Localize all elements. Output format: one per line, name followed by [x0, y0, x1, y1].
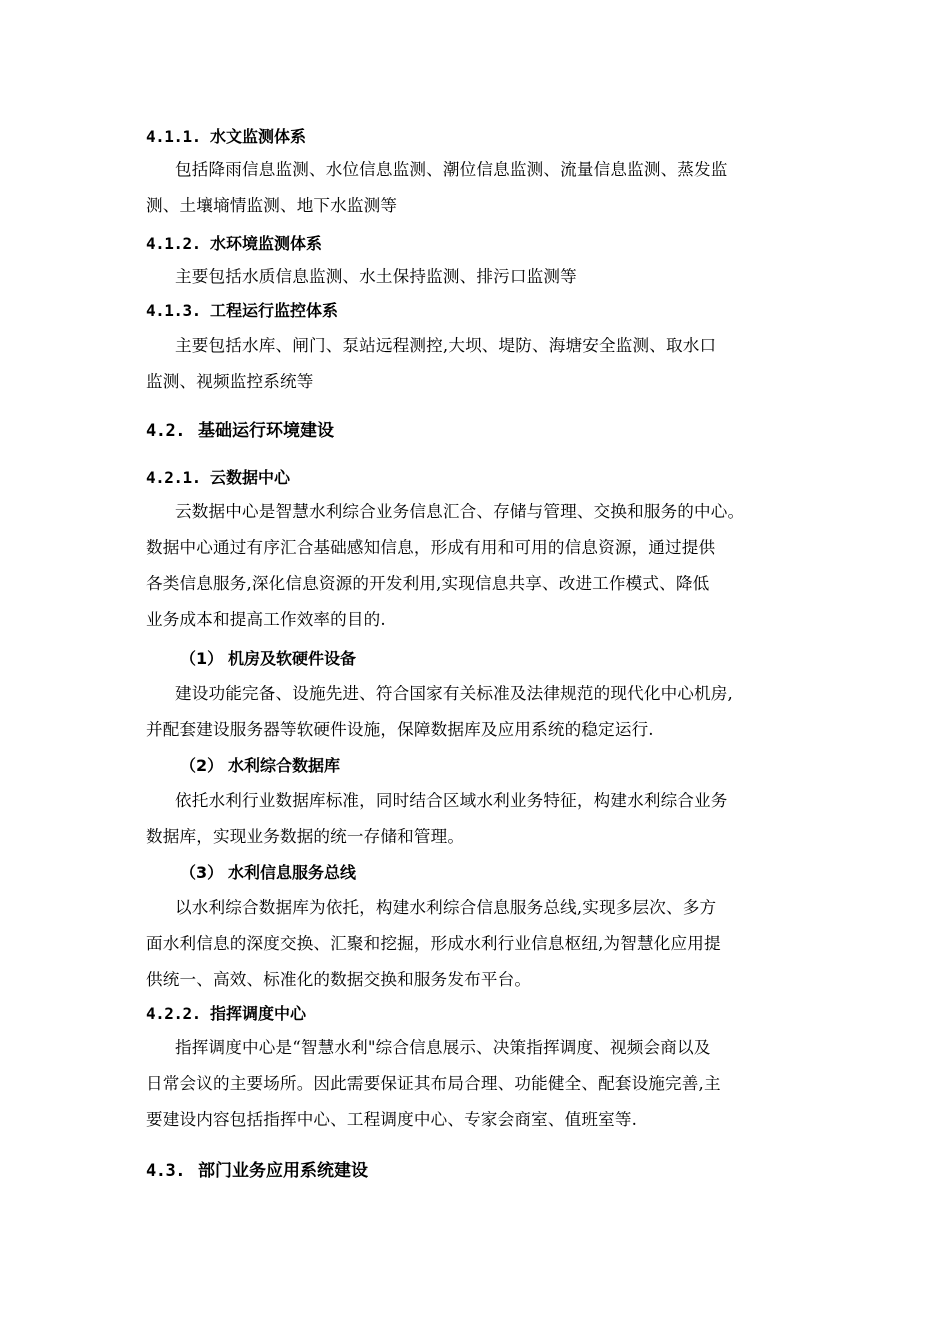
paragraph-line: 各类信息服务,深化信息资源的开发利用,实现信息共享、改进工作模式、降低	[146, 574, 710, 593]
paragraph-item-3	[146, 890, 806, 998]
paragraph-line: 监测、视频监控系统等	[146, 372, 314, 391]
paragraph-4-2-1	[146, 494, 806, 638]
paragraph-line: 要建设内容包括指挥中心、工程调度中心、专家会商室、值班室等.	[146, 1110, 637, 1129]
subheading-item-2	[180, 755, 340, 777]
item-title: 水利综合数据库	[228, 756, 341, 775]
heading-number: 4.2.2.	[146, 1004, 201, 1023]
heading-4-2-2	[146, 1003, 306, 1025]
subheading-item-3	[180, 862, 356, 884]
item-number: （3）	[180, 863, 224, 882]
paragraph-line: 主要包括水质信息监测、水土保持监测、排污口监测等	[175, 267, 577, 286]
paragraph-4-2-2	[146, 1030, 806, 1138]
heading-title: 云数据中心	[210, 468, 291, 487]
paragraph-line: 建设功能完备、设施先进、符合国家有关标准及法律规范的现代化中心机房,	[175, 684, 733, 703]
heading-4-2-1	[146, 467, 290, 489]
heading-4-3	[146, 1160, 368, 1182]
paragraph-line: 依托水利行业数据库标准，同时结合区域水利业务特征，构建水利综合业务	[175, 791, 728, 810]
item-title: 水利信息服务总线	[228, 863, 357, 882]
paragraph-line: 云数据中心是智慧水利综合业务信息汇合、存储与管理、交换和服务的中心。	[175, 502, 745, 521]
paragraph-4-1-2	[146, 259, 806, 295]
paragraph-item-2	[146, 783, 806, 855]
heading-4-1-2	[146, 233, 322, 255]
paragraph-4-1-1	[146, 152, 806, 224]
paragraph-line: 主要包括水库、闸门、泵站远程测控,大坝、堤防、海塘安全监测、取水口	[175, 336, 717, 355]
heading-title: 指挥调度中心	[210, 1004, 307, 1023]
paragraph-line: 指挥调度中心是“智慧水利"综合信息展示、决策指挥调度、视频会商以及	[175, 1038, 711, 1057]
paragraph-line: 包括降雨信息监测、水位信息监测、潮位信息监测、流量信息监测、蒸发监	[175, 160, 728, 179]
paragraph-line: 数据中心通过有序汇合基础感知信息，形成有用和可用的信息资源，通过提供	[146, 538, 716, 557]
heading-title: 基础运行环境建设	[198, 421, 334, 441]
paragraph-line: 以水利综合数据库为依托，构建水利综合信息服务总线,实现多层次、多方	[175, 898, 717, 917]
item-number: （1）	[180, 649, 224, 668]
paragraph-line: 日常会议的主要场所。因此需要保证其布局合理、功能健全、配套设施完善,主	[146, 1074, 721, 1093]
heading-title: 部门业务应用系统建设	[198, 1161, 368, 1181]
subheading-item-1	[180, 648, 356, 670]
heading-number: 4.3.	[146, 1161, 185, 1181]
heading-title: 工程运行监控体系	[210, 301, 339, 320]
heading-number: 4.1.2.	[146, 234, 201, 253]
heading-4-2	[146, 420, 334, 442]
heading-4-1-3	[146, 300, 338, 322]
item-title: 机房及软硬件设备	[228, 649, 357, 668]
heading-number: 4.1.1.	[146, 127, 201, 146]
paragraph-4-1-3	[146, 328, 806, 400]
heading-title: 水文监测体系	[210, 127, 307, 146]
heading-number: 4.1.3.	[146, 301, 201, 320]
paragraph-line: 并配套建设服务器等软硬件设施，保障数据库及应用系统的稳定运行.	[146, 720, 654, 739]
heading-4-1-1	[146, 126, 306, 148]
paragraph-line: 供统一、高效、标准化的数据交换和服务发布平台。	[146, 970, 532, 989]
paragraph-line: 业务成本和提高工作效率的目的.	[146, 610, 386, 629]
item-number: （2）	[180, 756, 224, 775]
heading-number: 4.2.	[146, 421, 185, 441]
heading-title: 水环境监测体系	[210, 234, 323, 253]
paragraph-line: 数据库，实现业务数据的统一存储和管理。	[146, 827, 465, 846]
paragraph-line: 面水利信息的深度交换、汇聚和挖掘，形成水利行业信息枢纽,为智慧化应用提	[146, 934, 721, 953]
heading-number: 4.2.1.	[146, 468, 201, 487]
paragraph-line: 测、土壤墒情监测、地下水监测等	[146, 196, 398, 215]
paragraph-item-1	[146, 676, 806, 748]
